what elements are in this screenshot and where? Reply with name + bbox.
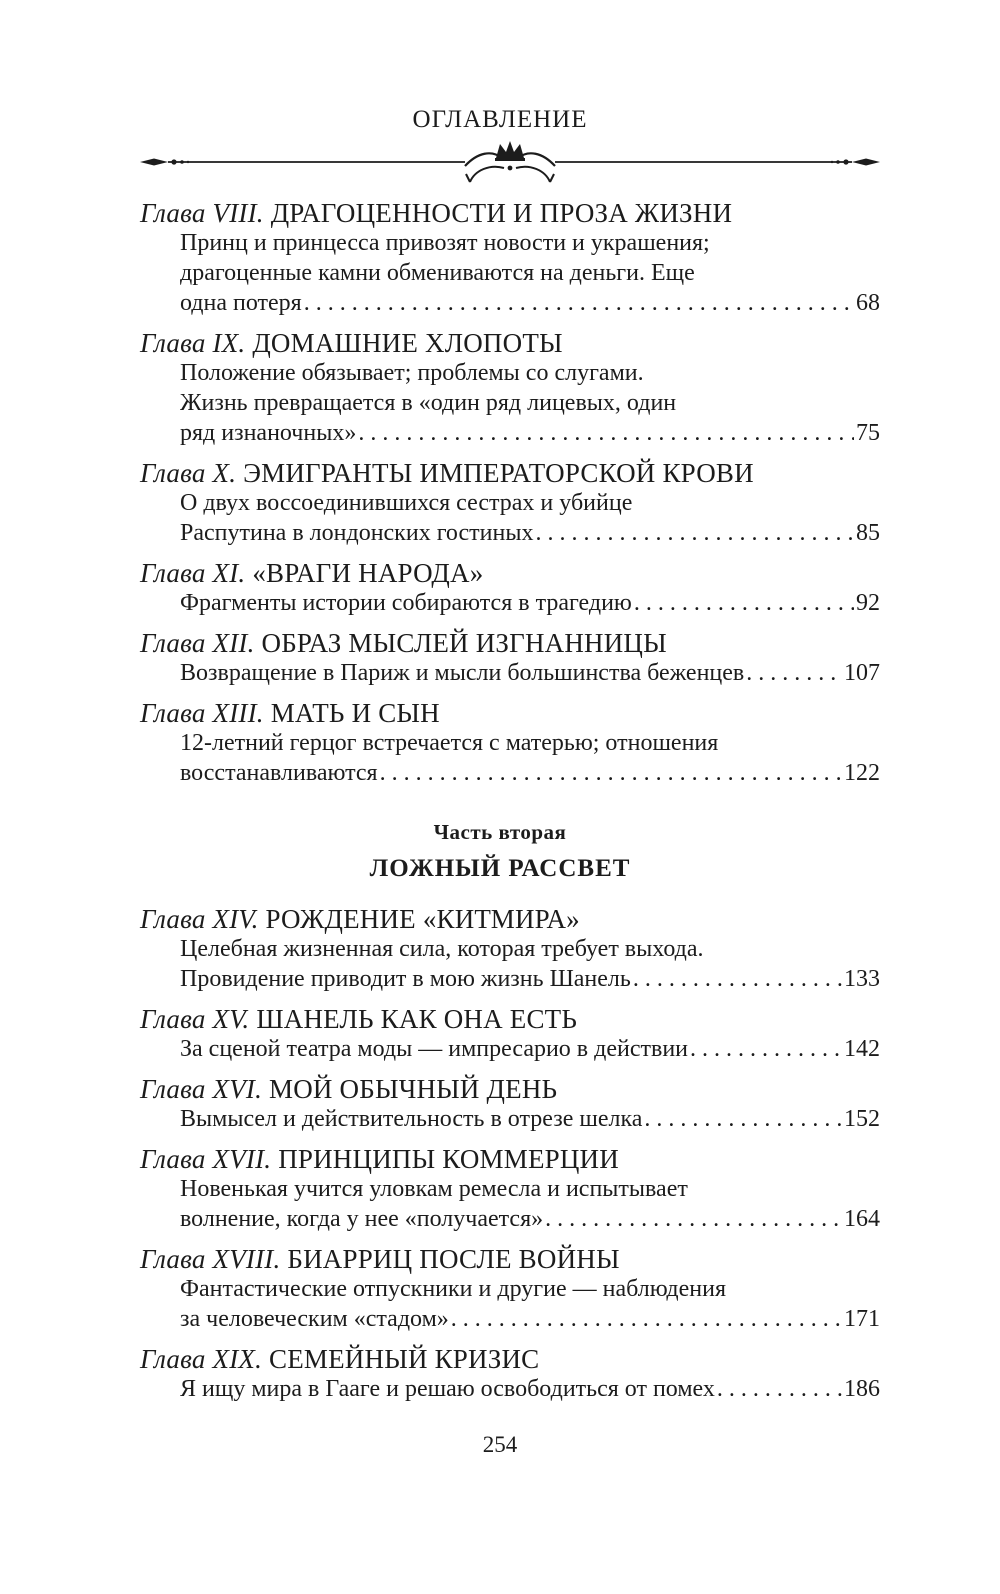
summary-line: Принц и принцесса привозят новости и украшения; <box>180 230 710 256</box>
summary-line: волнение, когда у нее «получается» <box>180 1206 544 1232</box>
toc-entry[interactable] <box>140 904 880 994</box>
summary-last-line <box>180 288 880 318</box>
toc-entry[interactable] <box>140 698 880 788</box>
chapter-heading <box>140 1144 880 1174</box>
summary-last-line <box>180 658 880 688</box>
toc-entry[interactable] <box>140 1144 880 1234</box>
summary-line: Положение обязывает; проблемы со слугами. <box>180 360 644 386</box>
chapter-label: Глава IX. <box>140 328 246 358</box>
chapter-label: Глава XVI. <box>140 1074 263 1104</box>
chapter-label: Глава XII. <box>140 628 255 658</box>
dot-leader <box>690 1034 842 1064</box>
chapter-summary <box>180 658 880 688</box>
summary-last-line <box>180 1104 880 1134</box>
dot-leader <box>746 658 842 688</box>
running-head: ОГЛАВЛЕНИЕ <box>412 106 588 133</box>
chapter-label: Глава XVIII. <box>140 1244 281 1274</box>
chapter-title: БИАРРИЦ ПОСЛЕ ВОЙНЫ <box>287 1244 620 1274</box>
chapter-label: Глава XIV. <box>140 904 259 934</box>
page-number: 171 <box>844 1306 880 1332</box>
chapter-heading <box>140 1004 880 1034</box>
chapter-title: «ВРАГИ НАРОДА» <box>252 558 484 588</box>
toc-list-part-two <box>140 904 880 1414</box>
chapter-summary <box>180 1274 880 1334</box>
summary-last-line <box>180 964 880 994</box>
summary-line: Распутина в лондонских гостиных <box>180 520 534 546</box>
chapter-title: МАТЬ И СЫН <box>270 698 440 728</box>
chapter-summary <box>180 588 880 618</box>
chapter-summary <box>180 358 880 448</box>
folio-page-number: 254 <box>482 1432 518 1457</box>
chapter-title: ЭМИГРАНТЫ ИМПЕРАТОРСКОЙ КРОВИ <box>243 458 754 488</box>
summary-last-line <box>180 1304 880 1334</box>
toc-entry[interactable] <box>140 1004 880 1064</box>
chapter-title: ДРАГОЦЕННОСТИ И ПРОЗА ЖИЗНИ <box>270 198 733 228</box>
dot-leader <box>644 1104 842 1134</box>
summary-line: Целебная жизненная сила, которая требует выхода. <box>180 936 704 962</box>
summary-last-line <box>180 418 880 448</box>
dot-leader <box>535 518 854 548</box>
summary-line: восстанавливаются <box>180 760 378 786</box>
chapter-heading <box>140 628 880 658</box>
page-number: 85 <box>856 520 880 546</box>
toc-list-part-one <box>140 198 880 798</box>
summary-line: Я ищу мира в Гааге и решаю освободиться от помех <box>180 1376 715 1402</box>
dot-leader <box>633 964 842 994</box>
chapter-heading <box>140 458 880 488</box>
chapter-summary <box>180 1374 880 1404</box>
chapter-heading <box>140 328 880 358</box>
chapter-title: ОБРАЗ МЫСЛЕЙ ИЗГНАННИЦЫ <box>261 628 667 658</box>
page-number: 164 <box>844 1206 880 1232</box>
dot-leader <box>451 1304 842 1334</box>
chapter-heading <box>140 558 880 588</box>
summary-line: одна потеря <box>180 290 302 316</box>
chapter-label: Глава XVII. <box>140 1144 272 1174</box>
chapter-summary <box>180 1034 880 1064</box>
chapter-summary <box>180 488 880 548</box>
chapter-title: СЕМЕЙНЫЙ КРИЗИС <box>269 1344 540 1374</box>
chapter-label: Глава XI. <box>140 558 246 588</box>
chapter-heading <box>140 198 880 228</box>
summary-last-line <box>180 1034 880 1064</box>
chapter-heading <box>140 1074 880 1104</box>
summary-line: Фантастические отпускники и другие — наблюдения <box>180 1276 726 1302</box>
part-title: ЛОЖНЫЙ РАССВЕТ <box>369 855 631 882</box>
summary-last-line <box>180 588 880 618</box>
toc-entry[interactable] <box>140 558 880 618</box>
chapter-title: ДОМАШНИЕ ХЛОПОТЫ <box>252 328 563 358</box>
toc-entry[interactable] <box>140 328 880 448</box>
chapter-summary <box>180 934 880 994</box>
chapter-heading <box>140 1344 880 1374</box>
chapter-heading <box>140 698 880 728</box>
toc-entry[interactable] <box>140 1244 880 1334</box>
chapter-heading <box>140 904 880 934</box>
chapter-label: Глава XIX. <box>140 1344 263 1374</box>
dot-leader <box>304 288 854 318</box>
toc-entry[interactable] <box>140 1074 880 1134</box>
summary-line: О двух воссоединившихся сестрах и убийце <box>180 490 633 516</box>
page-number: 68 <box>856 290 880 316</box>
summary-last-line <box>180 518 880 548</box>
dot-leader <box>358 418 854 448</box>
summary-line: Провидение приводит в мою жизнь Шанель <box>180 966 631 992</box>
summary-line: Возвращение в Париж и мысли большинства беженцев <box>180 660 745 686</box>
toc-entry[interactable] <box>140 628 880 688</box>
summary-last-line <box>180 758 880 788</box>
chapter-label: Глава XV. <box>140 1004 250 1034</box>
chapter-label: Глава XIII. <box>140 698 264 728</box>
toc-entry[interactable] <box>140 458 880 548</box>
page-number: 107 <box>844 660 880 686</box>
chapter-summary <box>180 728 880 788</box>
summary-line: За сценой театра моды — импресарио в действии <box>180 1036 689 1062</box>
chapter-title: ШАНЕЛЬ КАК ОНА ЕСТЬ <box>256 1004 578 1034</box>
page-number: 75 <box>856 420 880 446</box>
dot-leader <box>717 1374 842 1404</box>
chapter-heading <box>140 1244 880 1274</box>
page-number: 186 <box>844 1376 880 1402</box>
chapter-title: РОЖДЕНИЕ «КИТМИРА» <box>265 904 580 934</box>
chapter-title: МОЙ ОБЫЧНЫЙ ДЕНЬ <box>269 1074 558 1104</box>
summary-line: драгоценные камни обмениваются на деньги. Еще <box>180 260 695 286</box>
page-number: 152 <box>844 1106 880 1132</box>
summary-last-line <box>180 1204 880 1234</box>
summary-line: ряд изнаночных» <box>180 420 357 446</box>
dot-leader <box>634 588 854 618</box>
page-number: 133 <box>844 966 880 992</box>
summary-line: за человеческим «стадом» <box>180 1306 449 1332</box>
chapter-summary <box>180 1174 880 1234</box>
chapter-summary <box>180 228 880 318</box>
summary-last-line <box>180 1374 880 1404</box>
chapter-label: Глава X. <box>140 458 237 488</box>
chapter-summary <box>180 1104 880 1134</box>
dot-leader <box>380 758 842 788</box>
crown-flourish-divider-icon <box>140 138 880 184</box>
summary-line: 12-летний герцог встречается с матерью; отношения <box>180 730 719 756</box>
toc-entry[interactable] <box>140 1344 880 1404</box>
toc-entry[interactable] <box>140 198 880 318</box>
chapter-label: Глава VIII. <box>140 198 264 228</box>
chapter-title: ПРИНЦИПЫ КОММЕРЦИИ <box>278 1144 619 1174</box>
summary-line: Жизнь превращается в «один ряд лицевых, один <box>180 390 677 416</box>
summary-line: Фрагменты истории собираются в трагедию <box>180 590 632 616</box>
summary-line: Новенькая учится уловкам ремесла и испытывает <box>180 1176 688 1202</box>
page-number: 92 <box>856 590 880 616</box>
page-number: 142 <box>844 1036 880 1062</box>
summary-line: Вымысел и действительность в отрезе шелка <box>180 1106 643 1132</box>
page-number: 122 <box>844 760 880 786</box>
part-label: Часть вторая <box>433 820 567 844</box>
dot-leader <box>545 1204 842 1234</box>
